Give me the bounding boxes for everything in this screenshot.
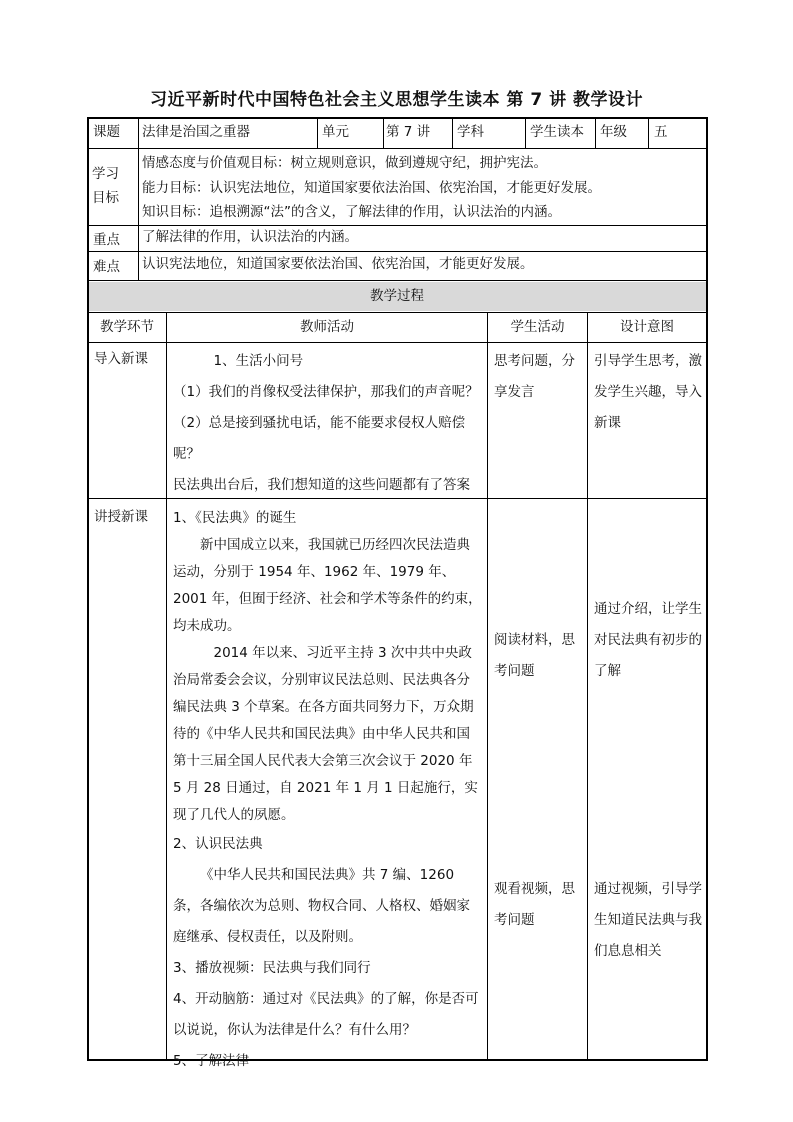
teacher-line: （1）我们的肖像权受法律保护，那我们的声音呢？ [173, 384, 479, 400]
column-header-stage: 教学环节 [100, 319, 154, 335]
table-border [383, 117, 384, 148]
objective-line: 知识目标：追根溯源“法”的含义，了解法律的作用，认识法治的内涵。 [142, 204, 561, 220]
table-border [648, 117, 649, 148]
table-border [595, 117, 596, 148]
table-border [87, 280, 707, 281]
column-header-student: 学生活动 [510, 319, 565, 335]
difficulty-value: 认识宪法地位，知道国家要依法治国、依宪治国，才能更好发展。 [142, 256, 534, 272]
objectives-content [142, 151, 704, 225]
process-header: 教学过程 [370, 288, 424, 304]
intent-intro-civil-code: 通过介绍，让学生对民法典有初步的了解 [594, 601, 702, 679]
teacher-line: 5、了解法律 [173, 1053, 250, 1069]
table-border [87, 117, 707, 119]
table-border [706, 117, 708, 1061]
table-border [87, 342, 707, 343]
teacher-line: 《中华人民共和国民法典》共 7 编、1260 条，各编依次为总则、物权合同、人格权、婚姻家庭继承、侵权责任，以及附则。 [173, 867, 470, 945]
topic-value: 法律是治国之重器 [142, 124, 250, 140]
intent-video: 通过视频，引导学生知道民法典与我们息息相关 [594, 881, 702, 959]
teacher-activity-intro [173, 346, 483, 501]
column-header-intent: 设计意图 [620, 319, 674, 335]
teacher-line: 2014 年以来、习近平主持 3 次中共中央政治局常委会会议，分别审议民法总则、民法典各分编民法典 3 个草案。在各方面共同努力下，万众期待的《中华人民共和国民法典》由中华人民共和国第十三届全国人民代表大会第三次会议于 2020 年 5 月 28 日通过，自 2021 年 1 月 1 日起施行，实现了几代人的夙愿。 [173, 645, 478, 823]
intent-intro: 引导学生思考，激发学生兴趣，导入新课 [594, 353, 702, 431]
table-border [166, 312, 167, 1060]
table-border [587, 312, 588, 1060]
teacher-line: 新中国成立以来，我国就已历经四次民法造典运动，分别于 1954 年、1962 年、1979 年、2001 年，但囿于经济、社会和学术等条件的约束，均未成功。 [173, 537, 482, 634]
teacher-line: 4、开动脑筋：通过对《民法典》的了解，你是否可以说说，你认为法律是什么？有什么用？ [173, 991, 479, 1038]
student-activity-reading: 阅读材料，思考问题 [494, 632, 575, 679]
key-point-label: 重点 [93, 232, 120, 248]
objective-line: 情感态度与价值观目标：树立规则意识，做到遵规守纪，拥护宪法。 [142, 155, 547, 171]
table-border [87, 117, 89, 1061]
teacher-line: （2）总是接到骚扰电话，能不能要求侵权人赔偿呢？ [173, 415, 466, 462]
topic-label: 课题 [93, 124, 120, 140]
grade-label: 年级 [600, 124, 627, 140]
stage-intro: 导入新课 [94, 351, 148, 367]
unit-value: 第 7 讲 [386, 124, 431, 140]
table-border [87, 251, 707, 252]
key-point-value: 了解法律的作用，认识法治的内涵。 [142, 229, 358, 245]
subject-value: 学生读本 [530, 124, 584, 140]
objectives-label: 学习目标 [92, 166, 119, 206]
table-border [87, 312, 707, 313]
teacher-line: 民法典出台后，我们想知道的这些问题都有了答案 [173, 477, 470, 493]
teacher-line: 1、生活小问号 [213, 353, 304, 369]
table-border [487, 312, 488, 1060]
teacher-line: 3、播放视频：民法典与我们同行 [173, 960, 371, 976]
unit-label: 单元 [322, 124, 349, 140]
student-activity-intro: 思考问题，分享发言 [494, 353, 575, 400]
table-border [452, 117, 453, 148]
table-border [317, 117, 318, 148]
difficulty-label: 难点 [93, 259, 120, 275]
teacher-line: 1、《民法典》的诞生 [173, 510, 297, 526]
objective-line: 能力目标：认识宪法地位，知道国家要依法治国、依宪治国，才能更好发展。 [142, 179, 601, 196]
page-title: 习近平新时代中国特色社会主义思想学生读本 第 7 讲 教学设计 [149, 90, 643, 110]
grade-value: 五 [654, 124, 668, 140]
table-border [138, 117, 139, 281]
table-border [525, 117, 526, 148]
table-border [87, 148, 707, 149]
teacher-activity-new-lesson [173, 505, 483, 1077]
subject-label: 学科 [457, 124, 484, 140]
teacher-line: 2、认识民法典 [173, 836, 263, 852]
column-header-teacher: 教师活动 [300, 319, 354, 335]
stage-new-lesson: 讲授新课 [94, 509, 148, 525]
student-activity-video: 观看视频，思考问题 [494, 881, 575, 928]
